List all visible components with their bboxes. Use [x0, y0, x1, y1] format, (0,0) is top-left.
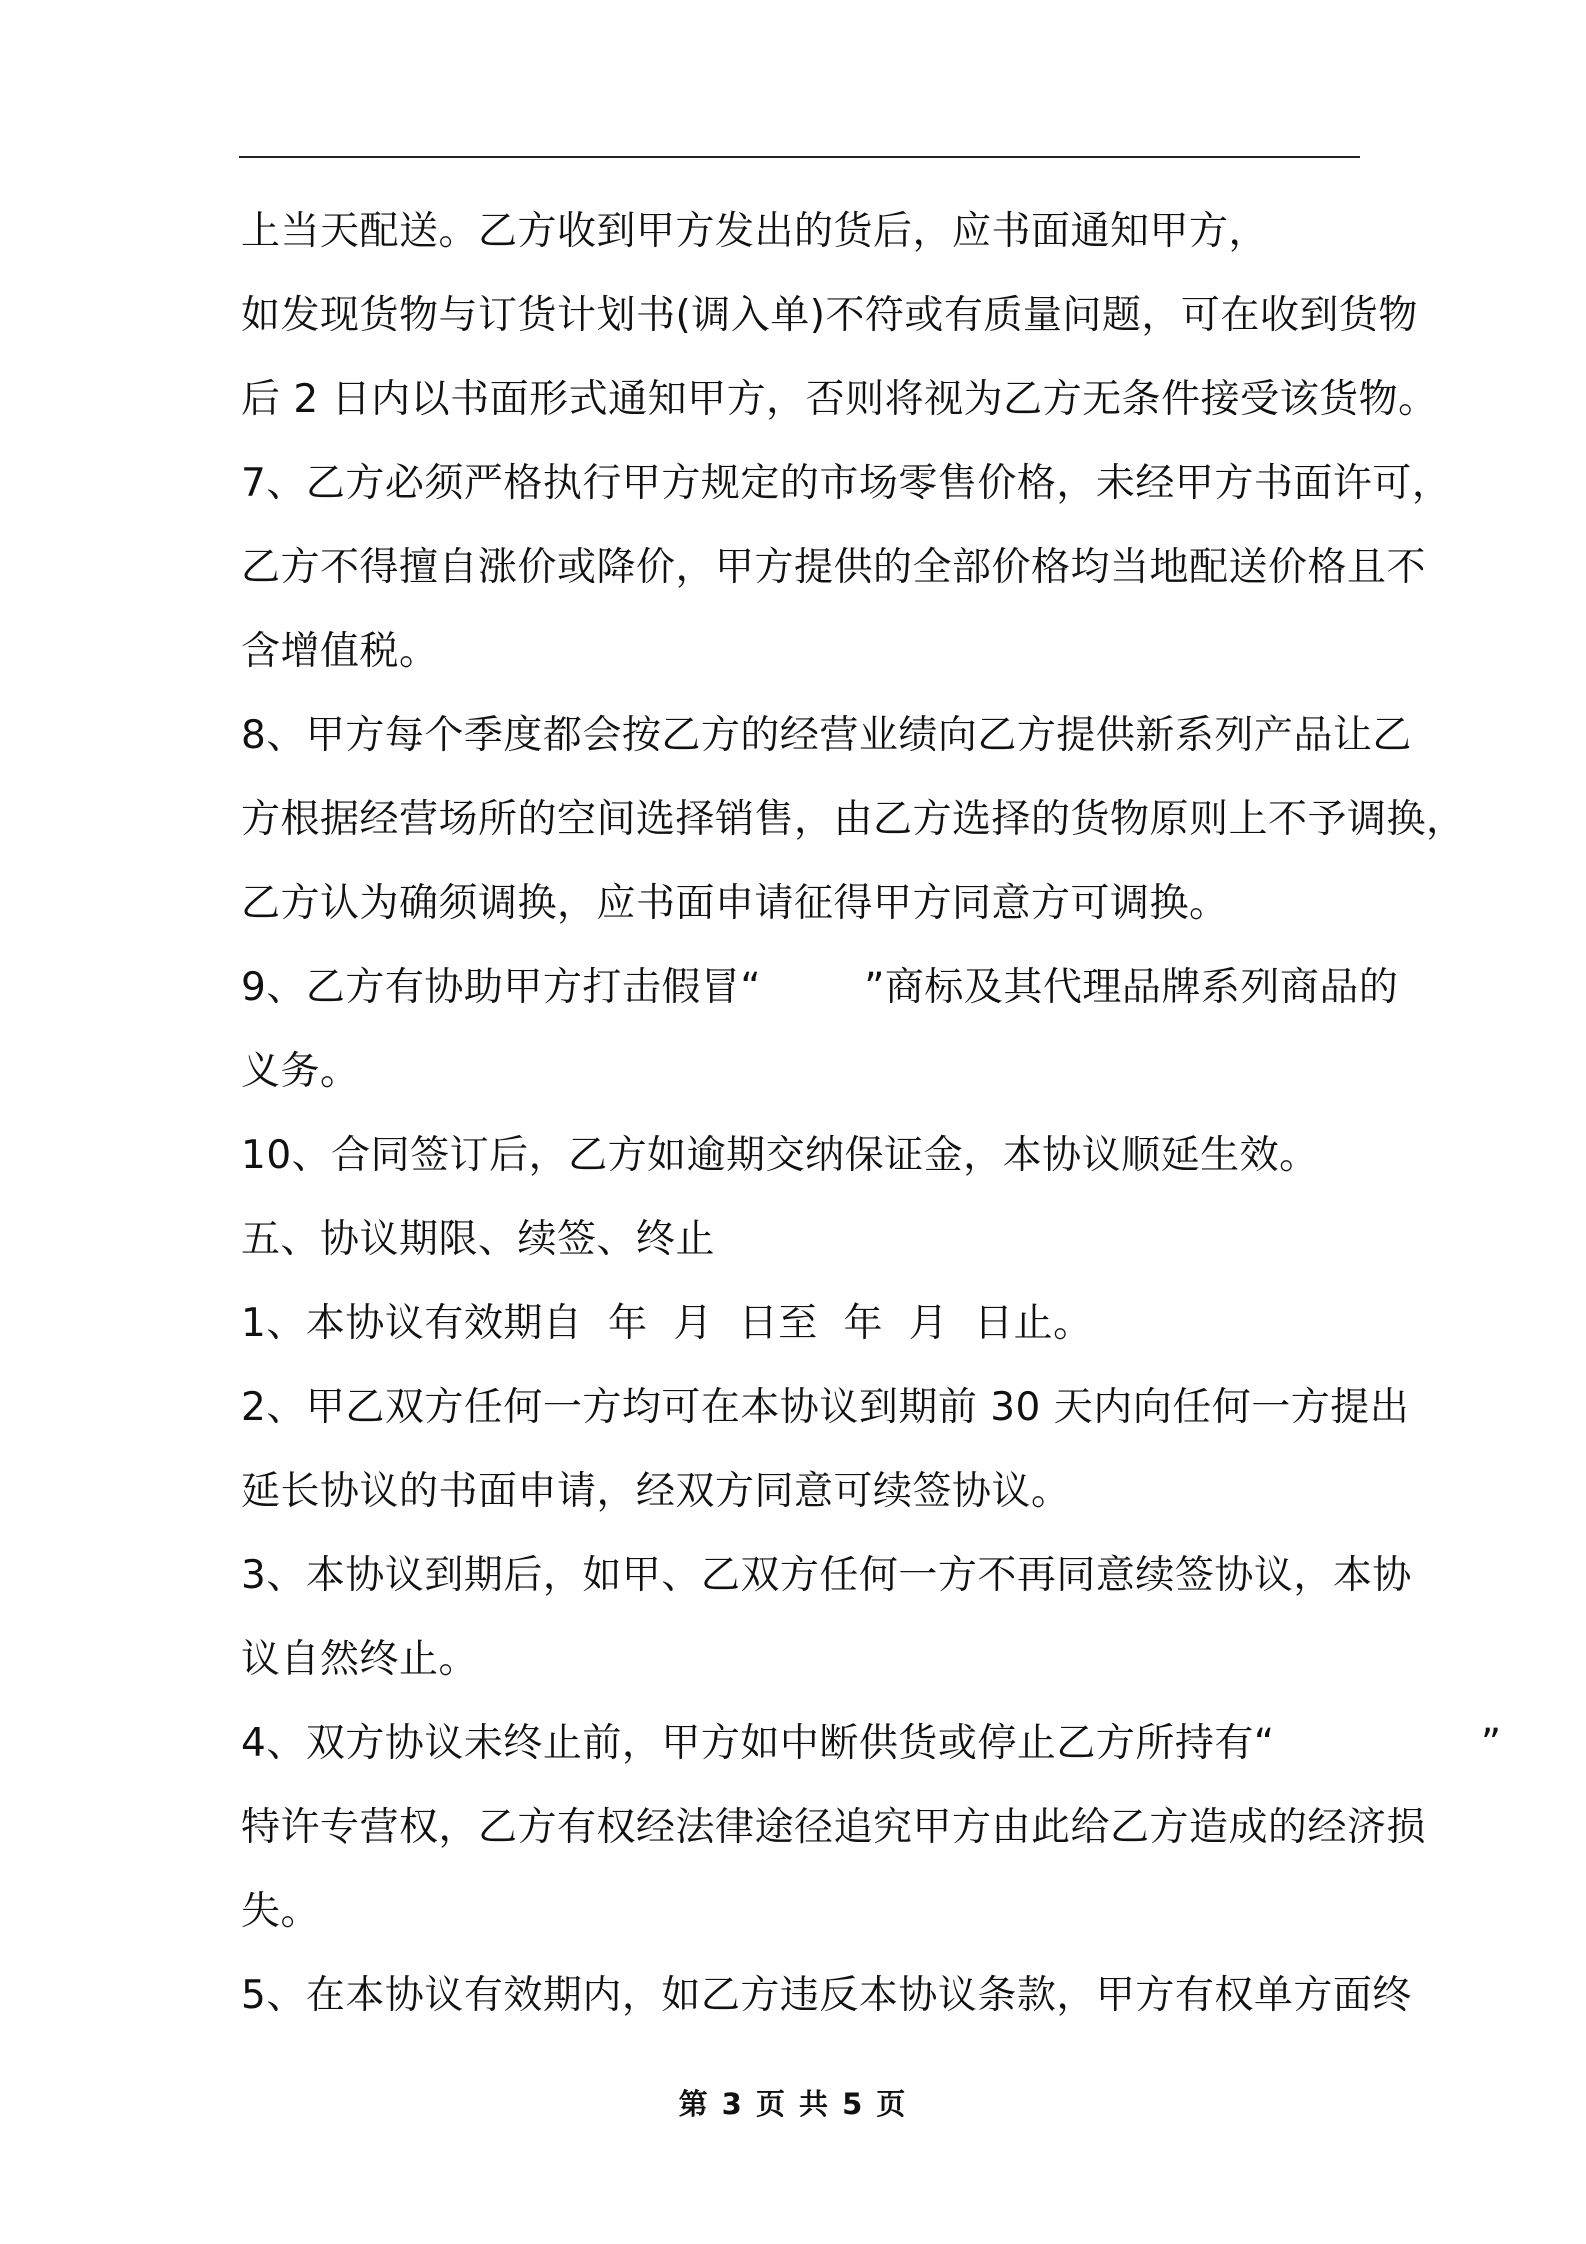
text-line: 乙方不得擅自涨价或降价，甲方提供的全部价格均当地配送价格且不 — [241, 545, 1427, 590]
text-line: 上当天配送。乙方收到甲方发出的货后，应书面通知甲方， — [241, 209, 1269, 254]
text-line: 1、本协议有效期自 年 月 日至 年 月 日止。 — [241, 1301, 1093, 1346]
body-text — [241, 190, 1502, 2038]
text-line: 延长协议的书面申请，经双方同意可续签协议。 — [241, 1469, 1071, 1514]
text-line: 7、乙方必须严格执行甲方规定的市场零售价格，未经甲方书面许可， — [241, 461, 1452, 506]
text-line: 特许专营权，乙方有权经法律途径追究甲方由此给乙方造成的经济损 — [241, 1805, 1427, 1850]
text-line: 3、本协议到期后，如甲、乙双方任何一方不再同意续签协议，本协 — [241, 1553, 1412, 1598]
text-line: 2、甲乙双方任何一方均可在本协议到期前 30 天内向任何一方提出 — [241, 1385, 1410, 1430]
page-number: 第 3 页 共 5 页 — [678, 2087, 908, 2121]
text-line: 后 2 日内以书面形式通知甲方，否则将视为乙方无条件接受该货物。 — [241, 377, 1438, 422]
header-rule — [239, 156, 1360, 158]
section-heading: 五、协议期限、续签、终止 — [241, 1217, 716, 1262]
text-line: 10、合同签订后，乙方如逾期交纳保证金，本协议顺延生效。 — [241, 1133, 1319, 1178]
text-line: 议自然终止。 — [241, 1637, 479, 1682]
text-line: 9、乙方有协助甲方打击假冒“ ”商标及其代理品牌系列商品的 — [241, 965, 1399, 1010]
text-line: 失。 — [241, 1889, 321, 1934]
text-line: 4、双方协议未终止前，甲方如中断供货或停止乙方所持有“ ” — [241, 1721, 1502, 1766]
text-line: 5、在本协议有效期内，如乙方违反本协议条款，甲方有权单方面终 — [241, 1973, 1412, 2018]
text-line: 乙方认为确须调换，应书面申请征得甲方同意方可调换。 — [241, 881, 1229, 926]
text-line: 义务。 — [241, 1049, 360, 1094]
text-line: 8、甲方每个季度都会按乙方的经营业绩向乙方提供新系列产品让乙 — [241, 713, 1412, 758]
text-line: 含增值税。 — [241, 629, 439, 674]
text-line: 如发现货物与订货计划书(调入单)不符或有质量问题，可在收到货物 — [241, 293, 1418, 338]
text-line: 方根据经营场所的空间选择销售，由乙方选择的货物原则上不予调换， — [241, 797, 1466, 842]
